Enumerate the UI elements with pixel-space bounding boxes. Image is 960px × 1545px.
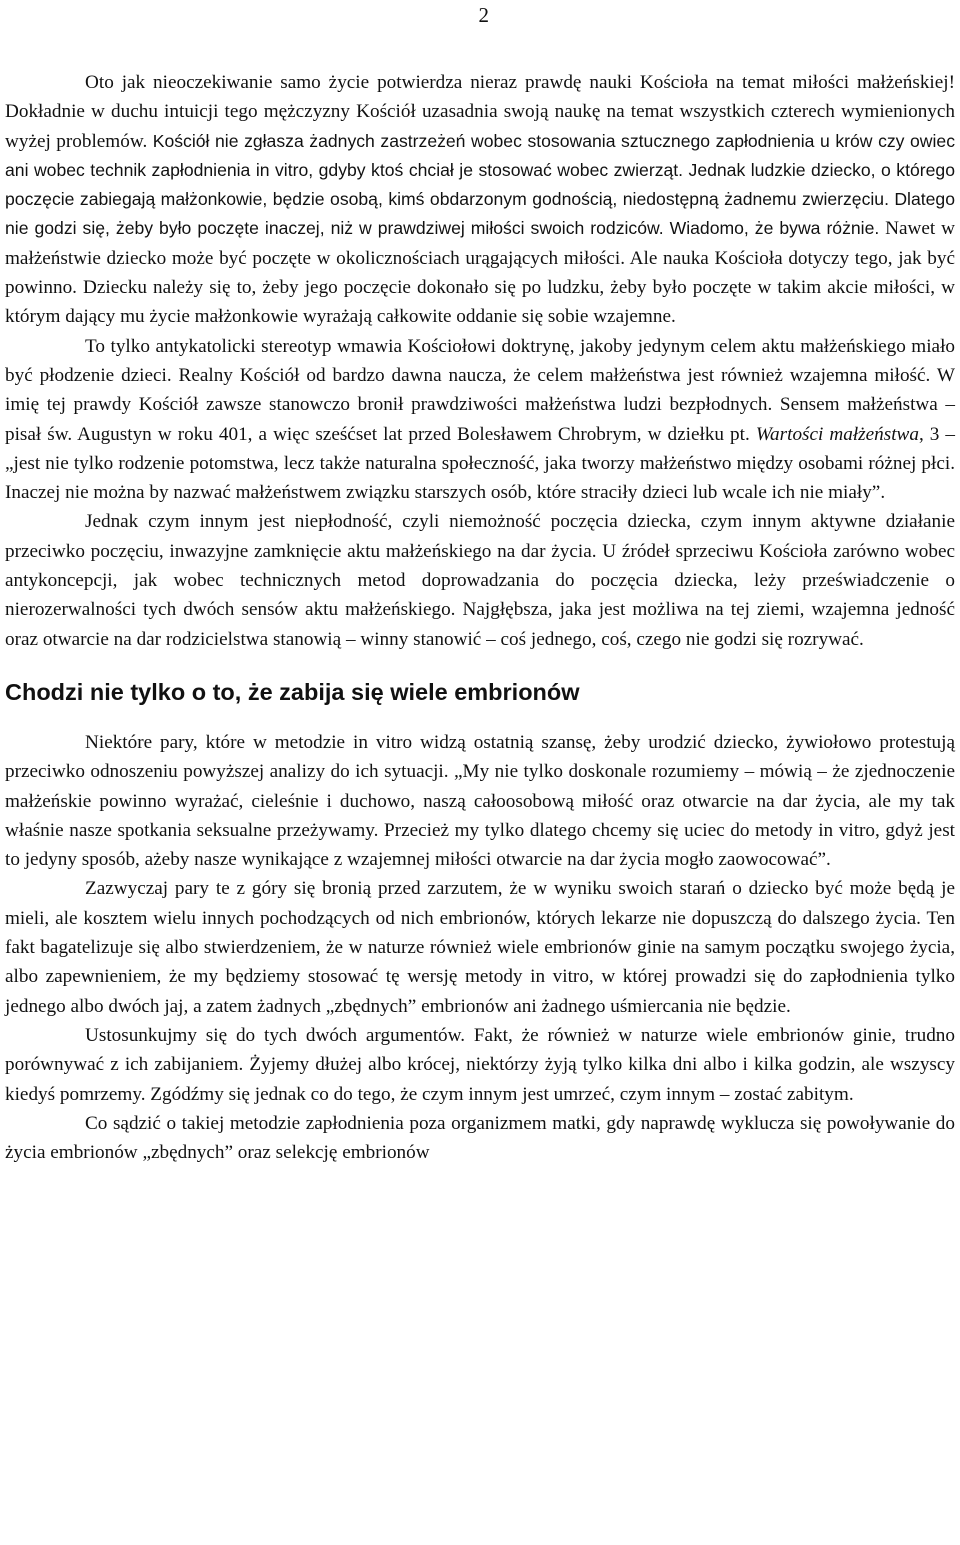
paragraph-1-text-d: Nawet w małżeństwie dziecko może być poczęte w okolicznościach urągających miłości. Ale nauka Kościoła dotyczy tego, jak być powinno. Dziecku należy się to, żeby jego poczęcie dokonało się po ludzku, żeby było poczęte w takim akcie miłości, w którym dający mu życie małżonkowie wyrażają całkowite oddanie się sobie wzajemne. bbox=[5, 218, 955, 328]
paragraph-7: Co sądzić o takiej metodzie zapłodnienia poza organizmem matki, gdy naprawdę wyklucza się powoływanie do życia embrionów „zbędnych” oraz selekcję embrionów bbox=[5, 1112, 955, 1164]
paragraph-4: Niektóre pary, które w metodzie in vitro widzą ostatnią szansę, żeby urodzić dziecko, żywiołowo protestują przeciwko odnoszeniu powyższej analizy do ich sytuacji. „My nie tylko doskonale rozumiemy – mówią – że zjednoczenie małżeńskie powinno wyrażać, cieleśnie i duchowo, naszą całoosobową miłość oraz otwarcie na dar życia, ale my tak właśnie nasze spotkania seksualne przeżywamy. Przecież my tylko dlatego chcemy się uciec do metody in vitro, gdyż jest to jedyny sposób, ażeby nasze wynikające z wzajemnej miłości otwarcie na dar życia mogło zaowocować”. bbox=[5, 731, 955, 871]
paragraph-6: Ustosunkujmy się do tych dwóch argumentów. Fakt, że również w naturze wiele embrionów ginie, trudno porównywać z ich zabijaniem. Żyjemy dłużej albo krócej, niektórzy żyją tylko kilka dni albo i kilka godzin, ale wszyscy kiedyś pomrzemy. Zgódźmy się jednak co do tego, że czym innym jest umrzeć, czym innym – zostać zabitym. bbox=[5, 1024, 955, 1105]
paragraph-3: Jednak czym innym jest niepłodność, czyli niemożność poczęcia dziecka, czym innym aktywne działanie przeciwko poczęciu, inwazyjne zamknięcie aktu małżeńskiego na dar życia. U źródeł sprzeciwu Kościoła zarówno wobec antykoncepcji, jak wobec technicznych metod doprowadzania do poczęcia dziecka, leży przeświadczenie o nierozerwalności tych dwóch sensów aktu małżeńskiego. Najgłębsza, jaka jest możliwa na tej ziemi, wzajemna jedność oraz otwarcie na dar rodzicielstwa stanowią – winny stanowić – coś jednego, coś, czego nie godzi się rozrywać. bbox=[5, 511, 955, 650]
paragraph-1-text-b: Kościół nie zgłasza żadnych zastrzeżeń wobec stosowania sztucznego zapłodnienia u krów czy owiec ani wobec technik zapłodnienia in vitro, gdyby ktoś chciał je stosować wobec zwierząt. Jednak ludzkie dziecko, o którego poczęcie zabiegają małżonkowie, będzie osobą, kimś obdarzonym godnością, niedostępną żadnemu zwierzęciu. bbox=[5, 130, 956, 210]
paragraph-5: Zazwyczaj pary te z góry się bronią przed zarzutem, że w wyniku swoich starań o dziecko być może będą je mieli, ale kosztem wielu innych pochodzących od nich embrionów, których lekarze nie dopuszczą do dalszego życia. Ten fakt bagatelizuje się albo stwierdzeniem, że w naturze również wiele embrionów ginie na samym początku swojego życia, albo zapewnieniem, że my będziemy stosować tę wersję metody in vitro, w której prowadzi się do zapłodnienia tylko jednego albo dwóch jaj, a zatem żadnych „zbędnych” embrionów ani żadnego uśmiercania nie będzie. bbox=[5, 878, 955, 1017]
paragraph-1-text-a: Oto jak nieoczekiwanie samo życie potwierdza nieraz prawdę nauki Kościoła na temat miłości małżeńskiej! Dokładnie w duchu intuicji tego mężczyzny Kościół uzasadnia swoją naukę na temat wszystkich czterech wymienionych wyżej problemów. bbox=[5, 72, 955, 152]
document-body bbox=[5, 68, 955, 1167]
section-heading: Chodzi nie tylko o to, że zabija się wiele embrionów bbox=[5, 678, 580, 705]
paragraph-2 bbox=[5, 332, 955, 508]
paragraph-2-text-b: , 3 – „jest nie tylko rodzenie potomstwa, lecz także naturalna społeczność, jaka tworzy małżeństwo między osobami różnej płci. Inaczej nie można by nazwać małżeństwem związku starszych osób, które straciły dzieci lub wcale ich nie miały”. bbox=[5, 423, 956, 504]
paragraph-1-text-c: Dlatego nie godzi się, żeby było poczęte inaczej, niż w prawdziwej miłości swoich rodziców. Wiadomo, że bywa różnie. bbox=[5, 189, 955, 239]
book-title: Wartości małżeństwa bbox=[755, 423, 919, 445]
page-number: 2 bbox=[478, 3, 489, 27]
paragraph-1 bbox=[5, 68, 955, 332]
paragraph-2-text-a: To tylko antykatolicki stereotyp wmawia Kościołowi doktrynę, jakoby jedynym celem aktu małżeńskiego miało być płodzenie dzieci. Realny Kościół od bardzo dawna naucza, że celem małżeństwa jest również wzajemna miłość. W imię tej prawdy Kościół zawsze stanowczo bronił prawdziwości małżeństwa ludzi bezpłodnych. Sensem małżeństwa – pisał św. Augustyn w roku 401, a więc sześćset lat przed Bolesławem Chrobrym, w dziełku pt. bbox=[5, 335, 955, 445]
